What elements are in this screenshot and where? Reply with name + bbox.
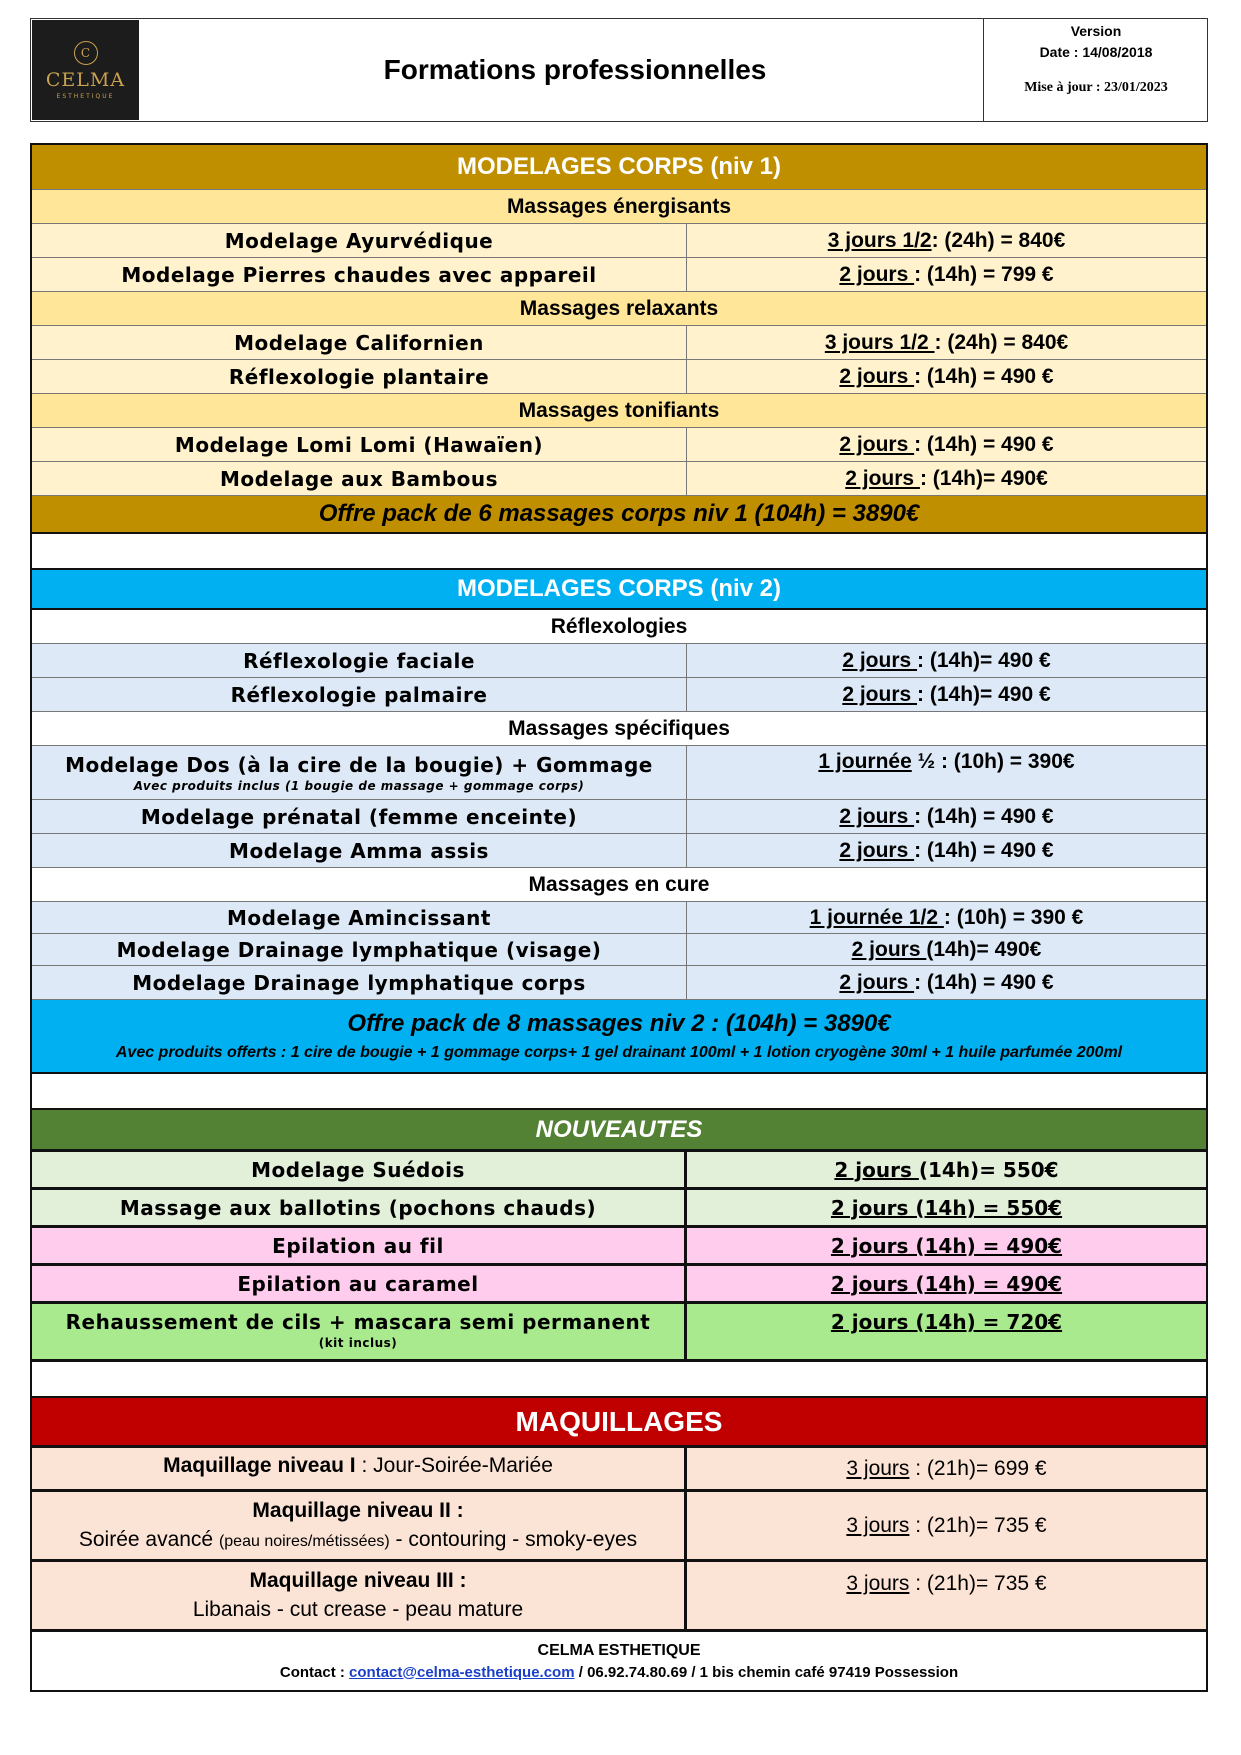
- table-row: Modelage Amincissant 1 journée 1/2 : (10h) = 390 €: [32, 902, 1206, 934]
- group-header: Réflexologies: [32, 610, 1206, 644]
- footer-contact-details: / 06.92.74.80.69 / 1 bis chemin café 97419 Possession: [574, 1663, 959, 1681]
- document-header: [30, 18, 1208, 122]
- table-row: Maquillage niveau III : Libanais - cut crease - peau mature 3 jours : (21h)= 735 €: [32, 1562, 1206, 1632]
- section-header-niv2: [32, 570, 1206, 610]
- table-row: Modelage aux Bambous 2 jours : (14h)= 490€: [32, 462, 1206, 496]
- version-date: Date : 14/08/2018: [1039, 44, 1153, 60]
- celma-logo: [32, 20, 139, 120]
- section-title: NOUVEAUTES: [535, 1115, 703, 1143]
- table-row: Modelage Dos (à la cire de la bougie) + Gommage Avec produits inclus (1 bougie de massage + gommage corps) 1 journée ½ : (10h) = 390€: [32, 746, 1206, 800]
- table-row: Modelage Pierres chaudes avec appareil 2 jours : (14h) = 799 €: [32, 258, 1206, 292]
- footer-company: CELMA ESTHETIQUE: [537, 1641, 701, 1659]
- table-row: Modelage Suédois 2 jours (14h)= 550€: [32, 1152, 1206, 1190]
- group-header: Massages spécifiques: [32, 712, 1206, 746]
- section-title: MODELAGES CORPS (niv 1): [456, 153, 782, 180]
- version-label: Version: [1070, 23, 1122, 39]
- update-date: Mise à jour : 23/01/2023: [1024, 80, 1168, 95]
- table-row: Modelage Ayurvédique 3 jours 1/2: (24h) = 840€: [32, 224, 1206, 258]
- group-header: Massages en cure: [32, 868, 1206, 902]
- email-link[interactable]: contact@celma-esthetique.com: [349, 1663, 575, 1681]
- group-header: Massages relaxants: [32, 292, 1206, 326]
- offer-text: Offre pack de 8 massages niv 2 : (104h) = 3890€: [347, 1010, 891, 1037]
- table-row: Epilation au caramel 2 jours (14h) = 490€: [32, 1266, 1206, 1304]
- table-row: Maquillage niveau I : Jour-Soirée-Mariée 3 jours : (21h)= 699 €: [32, 1448, 1206, 1492]
- table-row: Réflexologie palmaire 2 jours : (14h)= 490 €: [32, 678, 1206, 712]
- row-note: Avec produits inclus (1 bougie de massage + gommage corps): [133, 778, 585, 793]
- footer-contact-label: Contact :: [279, 1663, 350, 1681]
- page-title: Formations professionnelles: [383, 54, 767, 85]
- spacer-row: [32, 534, 1206, 570]
- table-row: Rehaussement de cils + mascara semi permanent (kit inclus) 2 jours (14h) = 720€: [32, 1304, 1206, 1362]
- row-note: (kit inclus): [318, 1336, 398, 1350]
- spacer-row: [32, 1074, 1206, 1110]
- table-row: Modelage Drainage lymphatique (visage) 2 jours (14h)= 490€: [32, 934, 1206, 966]
- group-header: Massages énergisants: [32, 190, 1206, 224]
- table-row: Réflexologie plantaire 2 jours : (14h) = 490 €: [32, 360, 1206, 394]
- section-header-niv1: [32, 145, 1206, 190]
- table-row: Modelage Californien 3 jours 1/2 : (24h) = 840€: [32, 326, 1206, 360]
- table-row: Epilation au fil 2 jours (14h) = 490€: [32, 1228, 1206, 1266]
- section-title: MODELAGES CORPS (niv 2): [456, 575, 782, 602]
- table-row: Maquillage niveau II : Soirée avancé (peau noires/métissées) - contouring - smoky-eyes 3 jours : (21h)= 735 €: [32, 1492, 1206, 1562]
- footer: [32, 1632, 1206, 1690]
- logo-emblem-icon: C: [74, 41, 98, 65]
- offer-row-niv2: [32, 1000, 1206, 1074]
- logo-name: CELMA: [45, 68, 126, 91]
- offer-text: Offre pack de 6 massages corps niv 1 (104h) = 3890€: [318, 500, 920, 527]
- table-row: Réflexologie faciale 2 jours : (14h)= 490 €: [32, 644, 1206, 678]
- table-row: Modelage Amma assis 2 jours : (14h) = 490 €: [32, 834, 1206, 868]
- table-row: Massage aux ballotins (pochons chauds) 2 jours (14h) = 550€: [32, 1190, 1206, 1228]
- table-row: Modelage Drainage lymphatique corps 2 jours : (14h) = 490 €: [32, 966, 1206, 1000]
- offer-row-niv1: [32, 496, 1206, 534]
- group-header: Massages tonifiants: [32, 394, 1206, 428]
- spacer-row: [32, 1362, 1206, 1398]
- table-row: Modelage prénatal (femme enceinte) 2 jours : (14h) = 490 €: [32, 800, 1206, 834]
- section-header-nouveautes: [32, 1110, 1206, 1152]
- offer-note: Avec produits offerts : 1 cire de bougie + 1 gommage corps+ 1 gel drainant 100ml + 1 lotion cryogène 30ml + 1 huile parfumée 200ml: [115, 1044, 1123, 1061]
- table-row: Modelage Lomi Lomi (Hawaïen) 2 jours : (14h) = 490 €: [32, 428, 1206, 462]
- version-box: [983, 19, 1208, 121]
- section-header-maquillages: [32, 1398, 1206, 1448]
- logo-subtitle: ESTHETIQUE: [56, 92, 115, 100]
- section-title: MAQUILLAGES: [515, 1405, 723, 1437]
